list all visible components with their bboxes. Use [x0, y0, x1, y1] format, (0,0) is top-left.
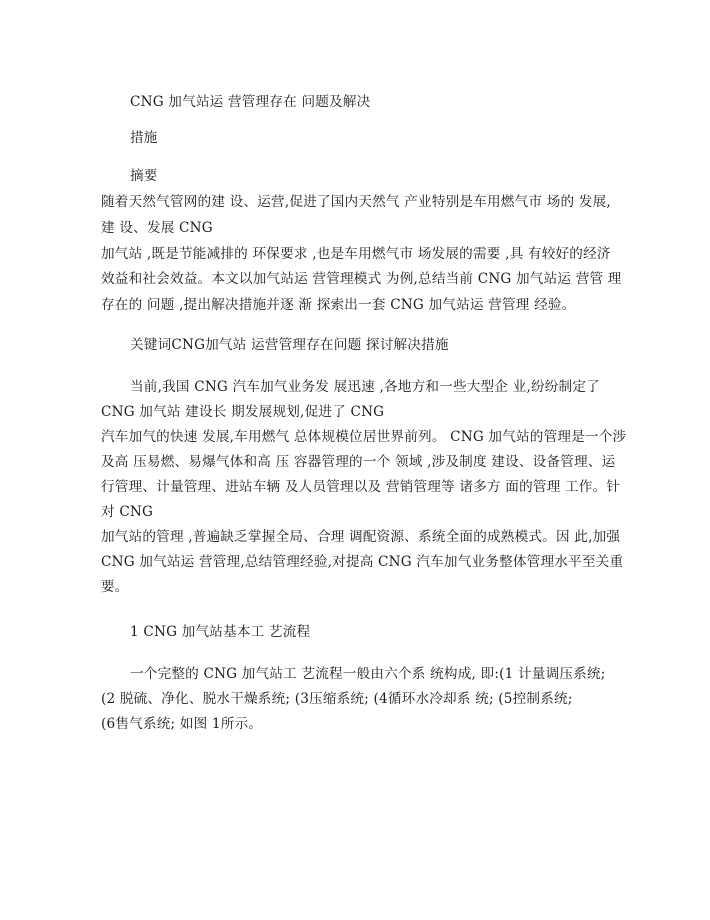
intro-line: CNG 加气站运 营管理,总结管理经验,对提高 CNG 汽车加气业务整体管理水平至关重 — [101, 554, 624, 570]
intro-line: 当前,我国 CNG 汽车加气业务发 展迅速 ,各地方和一些大型企 业,纷纷制定了 — [130, 379, 600, 395]
abstract-line: 加气站 ,既是节能减排的 环保要求 ,也是车用燃气市 场发展的需要 ,具 有较好的经济 — [101, 246, 611, 262]
abstract-heading: 摘要 — [130, 168, 158, 184]
abstract-line: 建 设、发展 CNG — [101, 220, 213, 236]
intro-line: 对 CNG — [101, 504, 154, 520]
intro-line: 行管理、计量管理、进站车辆 及人员管理以及 营销管理等 诸多方 面的管理 工作。针 — [101, 479, 621, 495]
abstract-line: 随着天然气管网的建 设、运营,促进了国内天然气 产业特别是车用燃气市 场的 发展, — [101, 194, 611, 210]
section-1-line: (6售气系统; 如图 1所示。 — [101, 716, 263, 732]
intro-line: CNG 加气站 建设长 期发展规划,促进了 CNG — [101, 404, 385, 420]
abstract-line: 效益和社会效益。本文以加气站运 营管理模式 为例,总结当前 CNG 加气站运 营管 理 — [101, 271, 622, 287]
intro-line: 加气站的管理 ,普遍缺乏掌握全局、合理 调配资源、系统全面的成熟模式。因 此,加强 — [101, 529, 621, 545]
section-1-line: 一个完整的 CNG 加气站工 艺流程一般由六个系 统构成, 即:(1 计量调压系统; — [130, 666, 606, 682]
intro-line: 要。 — [101, 579, 129, 595]
abstract-line: 存在的 问题 ,提出解决措施并逐 渐 探索出一套 CNG 加气站运 营管理 经验。 — [101, 297, 576, 313]
intro-line: 汽车加气的快速 发展,车用燃气 总体规模位居世界前列。 CNG 加气站的管理是一个涉 — [101, 429, 627, 445]
title-line-1: CNG 加气站运 营管理存在 问题及解决 — [130, 94, 371, 110]
title-line-2: 措施 — [130, 130, 158, 146]
section-1-heading: 1 CNG 加气站基本工 艺流程 — [130, 624, 311, 640]
section-1-line: (2 脱硫、净化、脱水干燥系统; (3压缩系统; (4循环水冷却系 统; (5控制系统; — [101, 691, 573, 707]
intro-line: 及高 压易燃、易爆气体和高 压 容器管理的一个 领域 ,涉及制度 建设、设备管理、运 — [101, 454, 616, 470]
keywords-line: 关键词CNG加气站 运营管理存在问题 探讨解决措施 — [130, 337, 449, 353]
